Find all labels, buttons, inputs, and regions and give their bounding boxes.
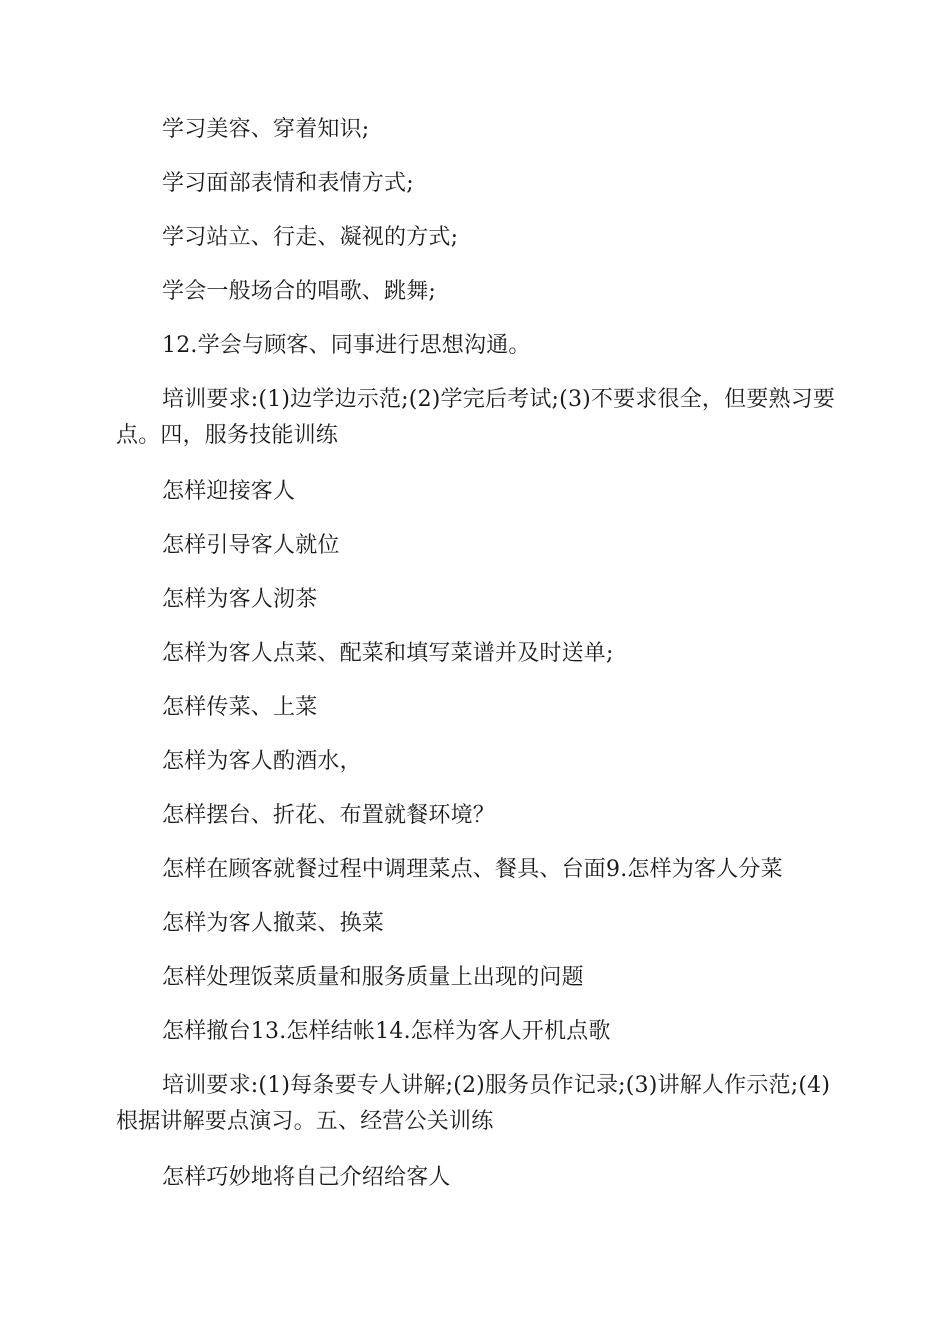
paragraph-16: 怎样处理饭菜质量和服务质量上出现的问题 bbox=[162, 965, 584, 990]
paragraph-3: 学习站立、行走、凝视的方式; bbox=[162, 225, 459, 250]
paragraph-9: 怎样为客人沏茶 bbox=[162, 587, 318, 612]
paragraph-8: 怎样引导客人就位 bbox=[162, 533, 340, 558]
paragraph-17: 怎样撤台13.怎样结帐14.怎样为客人开机点歌 bbox=[162, 1019, 611, 1044]
paragraph-4: 学会一般场合的唱歌、跳舞; bbox=[162, 279, 437, 304]
paragraph-11: 怎样传菜、上菜 bbox=[162, 695, 318, 720]
paragraph-14: 怎样在顾客就餐过程中调理菜点、餐具、台面9.怎样为客人分菜 bbox=[162, 857, 783, 882]
paragraph-2: 学习面部表情和表情方式; bbox=[162, 171, 414, 196]
paragraph-15: 怎样为客人撤菜、换菜 bbox=[162, 911, 385, 936]
paragraph-7: 怎样迎接客人 bbox=[162, 479, 296, 504]
paragraph-13: 怎样摆台、折花、布置就餐环境？ bbox=[162, 803, 496, 828]
paragraph-10: 怎样为客人点菜、配菜和填写菜谱并及时送单; bbox=[162, 641, 614, 666]
paragraph-6: 培训要求:(1)边学边示范;(2)学完后考试;(3)不要求很全，但要熟习要点。四，服务技能训练 bbox=[116, 387, 836, 448]
paragraph-1: 学习美容、穿着知识; bbox=[162, 117, 370, 142]
paragraph-18: 培训要求:(1)每条要专人讲解;(2)服务员作记录;(3)讲解人作示范;(4)根据讲解要点演习。五、经营公关训练 bbox=[116, 1073, 831, 1134]
paragraph-5: 12.学会与顾客、同事进行思想沟通。 bbox=[162, 333, 531, 358]
paragraph-12: 怎样为客人酌酒水， bbox=[162, 749, 362, 774]
paragraph-19: 怎样巧妙地将自己介绍给客人 bbox=[162, 1165, 451, 1190]
